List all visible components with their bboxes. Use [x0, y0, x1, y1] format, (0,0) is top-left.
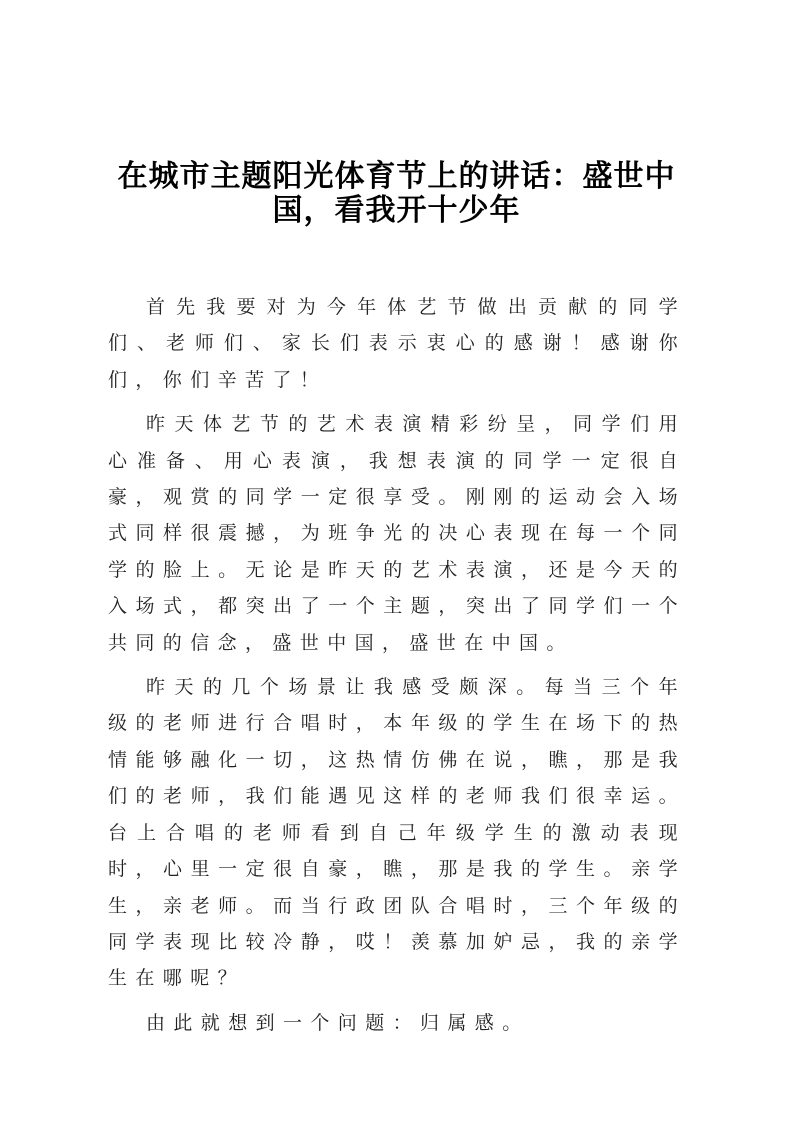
document-body [108, 289, 686, 1049]
paragraph-1: 首先我要对为今年体艺节做出贡献的同学们、老师们、家长们表示衷心的感谢！感谢你们，你们辛苦了！ [108, 296, 686, 391]
paragraph-3: 昨天的几个场景让我感受颇深。每当三个年级的老师进行合唱时，本年级的学生在场下的热情能够融化一切，这热情仿佛在说，瞧，那是我们的老师，我们能遇见这样的老师我们很幸运。台上合唱的老师看到自己年级学生的激动表现时，心里一定很自豪，瞧，那是我的学生。亲学生，亲老师。而当行政团队合唱时，三个年级的同学表现比较冷静，哎！羡慕加妒忌，我的亲学生在哪呢？ [108, 676, 686, 990]
document-title: 在城市主题阳光体育节上的讲话：盛世中国，看我开十少年 [117, 159, 676, 228]
paragraph-4: 由此就想到一个问题：归属感。 [146, 1011, 530, 1034]
paragraph-2: 昨天体艺节的艺术表演精彩纷呈，同学们用心准备、用心表演，我想表演的同学一定很自豪，观赏的同学一定很享受。刚刚的运动会入场式同样很震撼，为班争光的决心表现在每一个同学的脸上。无论是昨天的艺术表演，还是今天的入场式，都突出了一个主题，突出了同学们一个共同的信念，盛世中国，盛世在中国。 [108, 413, 686, 654]
